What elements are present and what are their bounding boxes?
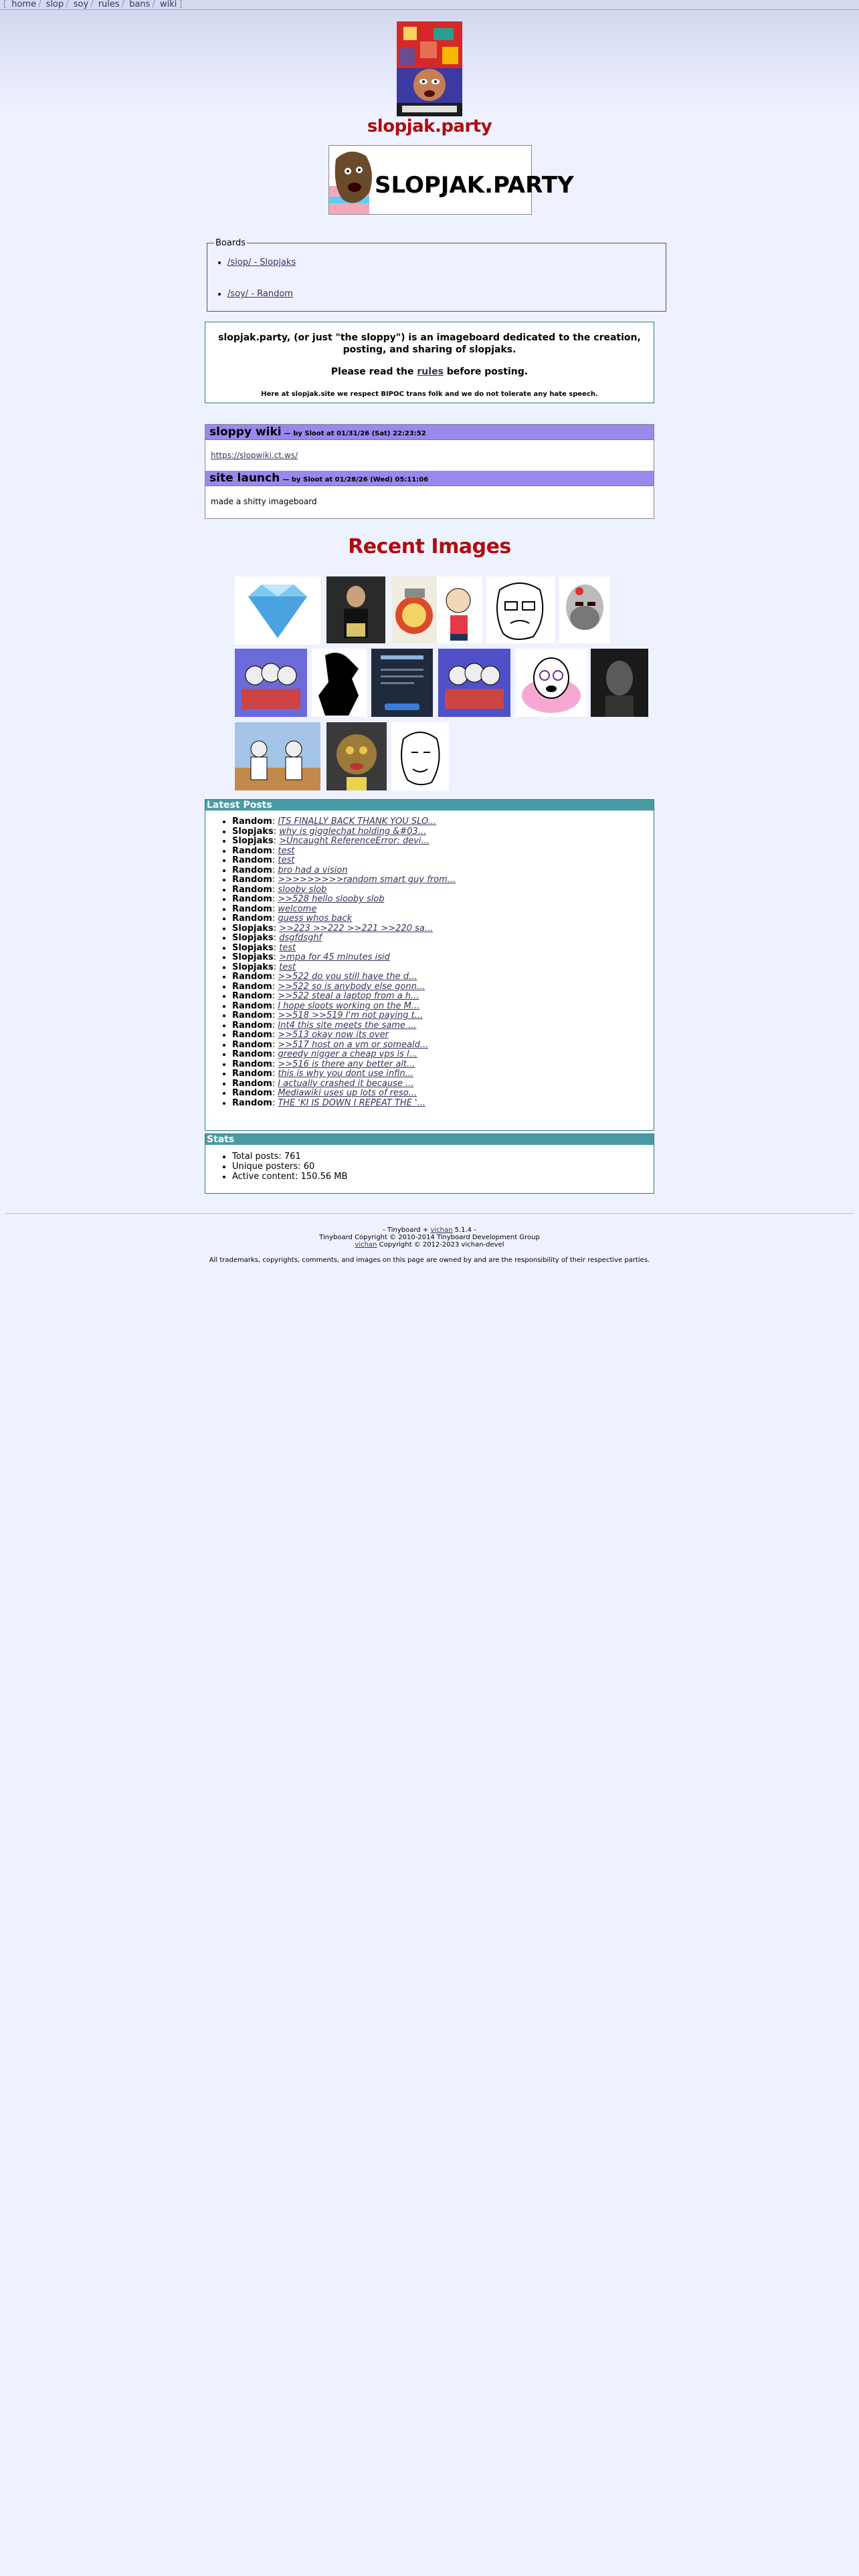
latest-post-board: Random xyxy=(232,1059,272,1069)
site-banner[interactable] xyxy=(328,145,574,215)
latest-post-link[interactable]: THE 'KI IS DOWN I REPEAT THE '... xyxy=(278,1097,425,1108)
latest-post-board: Random xyxy=(232,914,272,924)
latest-posts-section xyxy=(205,799,654,1131)
latest-post-link[interactable]: dsgfdsghf xyxy=(279,933,322,943)
latest-post-item: • Slopjaks: test xyxy=(232,963,654,973)
latest-post-board: Random xyxy=(232,875,272,885)
recent-image-wojak-comic[interactable] xyxy=(391,576,482,643)
news-header xyxy=(205,471,654,486)
latest-post-item: • Random: guess whos back xyxy=(232,914,654,924)
latest-post-link[interactable]: bro had a vision xyxy=(278,865,348,875)
recent-image-phone-screenshot[interactable] xyxy=(371,649,433,717)
recent-images-title: Recent Images xyxy=(348,535,511,558)
latest-post-board: Random xyxy=(232,1000,272,1011)
boards-fieldset xyxy=(207,238,666,312)
latest-post-item: • Random: >>528 hello slooby slob xyxy=(232,895,654,905)
latest-post-board: Slopjaks xyxy=(232,933,274,943)
latest-post-item: • Slopjaks: dsgfdsghf xyxy=(232,934,654,944)
latest-post-board: Random xyxy=(232,1097,272,1108)
latest-post-link[interactable]: >>522 steal a laptop from a h... xyxy=(278,991,419,1001)
stats-heading: Stats xyxy=(205,1134,654,1145)
intro-box xyxy=(205,322,654,403)
latest-post-item: • Random: >>518 >>519 I'm not paying t... xyxy=(232,1011,654,1021)
latest-post-item: • Random: Mediawiki uses up lots of reso... xyxy=(232,1089,654,1099)
latest-post-link[interactable]: I hope sloots working on the M... xyxy=(278,1000,420,1011)
latest-post-board: Random xyxy=(232,1078,272,1089)
latest-post-item: • Random: Int4 this site meets the same ... xyxy=(232,1021,654,1031)
banner-text: SLOPJAK.PARTY xyxy=(375,172,574,199)
intro-notice: Here at slopjak.site we respect BIPOC trans folk and we do not tolerate any hate speech. xyxy=(261,391,598,398)
latest-post-board: Random xyxy=(232,1088,272,1098)
latest-post-item: • Random: welcome xyxy=(232,905,654,915)
latest-post-item: • Random: >>>>>>>>>random smart guy from... xyxy=(232,875,654,885)
latest-post-item: • Random: ITS FINALLY BACK THANK YOU SLO... xyxy=(232,817,654,827)
board-link-soy[interactable]: /soy/ - Random xyxy=(227,289,293,299)
latest-post-item: • Random: >>522 steal a laptop from a h... xyxy=(232,992,654,1002)
latest-post-board: Random xyxy=(232,855,272,865)
intro-rules-pre: Please read the xyxy=(330,366,417,377)
recent-image-black-silhouette[interactable] xyxy=(312,649,367,717)
latest-post-item: • Random: >>522 do you still have the d... xyxy=(232,972,654,982)
nav-rules-link[interactable]: rules xyxy=(98,0,120,9)
latest-post-link[interactable]: Int4 this site meets the same ... xyxy=(278,1020,417,1031)
latest-post-link[interactable]: >>223 >>222 >>221 >>220 sa... xyxy=(279,923,434,934)
latest-post-link[interactable]: slooby slob xyxy=(278,884,327,895)
latest-post-board: Random xyxy=(232,1030,272,1040)
latest-post-board: Slopjaks xyxy=(232,952,274,962)
footer-vichan-link[interactable]: vichan xyxy=(430,1226,453,1234)
latest-post-link[interactable]: test xyxy=(279,962,296,972)
latest-post-board: Random xyxy=(232,1049,272,1059)
footer-version-pre: - Tinyboard + xyxy=(383,1226,431,1234)
intro-rules-line xyxy=(205,366,654,377)
recent-image-yellow-face[interactable] xyxy=(326,722,387,790)
nav-bans-link[interactable]: bans xyxy=(129,0,151,9)
latest-post-link[interactable]: >>528 hello slooby slob xyxy=(278,894,385,904)
latest-post-item: • Slopjaks: >mpa for 45 minutes isid xyxy=(232,953,654,963)
latest-post-board: Random xyxy=(232,817,272,827)
nav-wiki-link[interactable]: wiki xyxy=(159,0,177,9)
top-nav-bar: [ home / slop / soy / rules / bans / wiki ] xyxy=(0,0,859,10)
latest-post-board: Random xyxy=(232,894,272,904)
latest-post-board: Random xyxy=(232,981,272,992)
latest-post-item: • Random: >>517 host on a vm or someald... xyxy=(232,1041,654,1051)
latest-post-board: Random xyxy=(232,1039,272,1050)
latest-post-board: Slopjaks xyxy=(232,836,274,846)
latest-post-board: Slopjaks xyxy=(232,826,274,837)
boards-legend: Boards xyxy=(215,238,246,248)
latest-post-item: • Random: >>513 okay now its over xyxy=(232,1031,654,1041)
latest-post-item: • Random: I actually crashed it because ... xyxy=(232,1079,654,1089)
stat-active-content: • Active content: 150.56 MB xyxy=(232,1172,654,1182)
latest-post-board: Random xyxy=(232,972,272,982)
latest-post-item: • Slopjaks: test xyxy=(232,944,654,954)
latest-post-link[interactable]: >>517 host on a vm or someald... xyxy=(278,1039,429,1050)
footer-copyright-tinyboard: Tinyboard Copyright © 2010-2014 Tinyboard Development Group xyxy=(319,1234,540,1241)
news-title: sloppy wiki xyxy=(209,425,282,439)
recent-image-pink-wojak[interactable] xyxy=(515,649,587,717)
recent-image-dark-figure[interactable] xyxy=(326,576,385,643)
latest-post-item: • Random: >>516 is there any better alt... xyxy=(232,1060,654,1070)
news-byline: — by Sloot at 01/28/26 (Wed) 05:11:06 xyxy=(282,476,429,484)
latest-post-link[interactable]: >>>>>>>>>random smart guy from... xyxy=(278,875,456,885)
footer-copyright-vichan-text: Copyright © 2012-2023 vichan-devel xyxy=(377,1241,504,1249)
recent-image-bald-man[interactable] xyxy=(559,576,610,643)
footer xyxy=(0,1226,859,1264)
news-title: site launch xyxy=(209,471,280,485)
news-box xyxy=(205,424,654,519)
latest-post-item: • Random: slooby slob xyxy=(232,885,654,895)
latest-post-link[interactable]: why is gigglechat holding &#03... xyxy=(279,826,427,837)
latest-post-item: • Slopjaks: >>223 >>222 >>221 >>220 sa... xyxy=(232,924,654,934)
latest-post-link[interactable]: ITS FINALLY BACK THANK YOU SLO... xyxy=(278,817,437,827)
recent-image-glasses-wojak[interactable] xyxy=(486,576,555,643)
latest-post-item: • Slopjaks: >Uncaught ReferenceError: devi... xyxy=(232,837,654,847)
intro-rules-post: before posting. xyxy=(443,366,529,377)
nav-home-link[interactable]: home xyxy=(11,0,37,9)
latest-post-link[interactable]: greedy nigger a cheap vps is l... xyxy=(278,1049,418,1059)
latest-post-board: Random xyxy=(232,1020,272,1031)
stat-unique-posters: • Unique posters: 60 xyxy=(232,1162,654,1172)
latest-post-link[interactable]: guess whos back xyxy=(278,914,353,924)
board-link-slop[interactable]: /slop/ - Slopjaks xyxy=(227,257,296,267)
latest-post-link[interactable]: >>518 >>519 I'm not paying t... xyxy=(278,1010,423,1021)
latest-post-board: Random xyxy=(232,1069,272,1079)
site-title: slopjak.party xyxy=(367,116,492,136)
boards-list xyxy=(227,257,659,299)
stats-section xyxy=(205,1134,654,1194)
intro-description: slopjak.party, (or just "the sloppy") is an imageboard dedicated to the creation, posting, and sharing of slopjaks. xyxy=(218,332,641,355)
latest-post-item: • Slopjaks: why is gigglechat holding &#03... xyxy=(232,827,654,837)
nav-slop-link[interactable]: slop xyxy=(45,0,64,9)
recent-image-scientists[interactable] xyxy=(235,722,320,790)
recent-image-diamond[interactable] xyxy=(235,576,320,645)
news-body xyxy=(205,440,654,471)
latest-post-board: Slopjaks xyxy=(232,962,274,972)
latest-post-board: Slopjaks xyxy=(232,942,274,953)
latest-post-link[interactable]: Mediawiki uses up lots of reso... xyxy=(278,1088,417,1098)
latest-post-item: • Random: this is why you dont use infin... xyxy=(232,1069,654,1079)
latest-post-link[interactable]: >Uncaught ReferenceError: devi... xyxy=(279,836,430,846)
latest-post-link[interactable]: >>513 okay now its over xyxy=(278,1030,389,1040)
latest-post-board: Random xyxy=(232,1010,272,1021)
latest-posts-heading: Latest Posts xyxy=(205,800,654,811)
footer-disclaimer: All trademarks, copyrights, comments, and images on this page are owned by and are the responsibility of their respective parties. xyxy=(209,1257,650,1264)
board-item xyxy=(227,289,659,299)
latest-post-link[interactable]: test xyxy=(279,942,296,953)
latest-post-link[interactable]: >>522 do you still have the d... xyxy=(278,972,417,982)
board-item xyxy=(227,257,659,267)
rules-link[interactable]: rules xyxy=(417,366,444,377)
latest-post-link[interactable]: >>516 is there any better alt... xyxy=(278,1059,415,1069)
latest-post-link[interactable]: >mpa for 45 minutes isid xyxy=(279,952,390,962)
recent-image-soyjak-group[interactable] xyxy=(235,649,307,717)
latest-post-item: • Random: test xyxy=(232,856,654,866)
news-body: made a shitty imageboard xyxy=(211,497,317,506)
latest-post-item: • Random: I hope sloots working on the M... xyxy=(232,1002,654,1012)
footer-version-post: 5.1.4 - xyxy=(452,1226,476,1234)
stats-list xyxy=(232,1152,654,1182)
news-header xyxy=(205,425,654,440)
latest-post-board: Random xyxy=(232,865,272,875)
latest-post-item: • Random: test xyxy=(232,847,654,857)
stat-total-posts: • Total posts: 761 xyxy=(232,1152,654,1162)
footer-vichan-link-2[interactable]: vichan xyxy=(355,1241,377,1249)
latest-post-board: Slopjaks xyxy=(232,923,274,934)
latest-posts-list xyxy=(232,817,654,1108)
footer-divider xyxy=(5,1213,854,1214)
latest-post-item: • Random: >>522 so is anybody else gonn... xyxy=(232,982,654,992)
footer-copyright-vichan xyxy=(0,1241,859,1249)
latest-post-item: • Random: bro had a vision xyxy=(232,866,654,876)
latest-post-board: Random xyxy=(232,884,272,895)
nav-soy-link[interactable]: soy xyxy=(73,0,89,9)
recent-image-dark-portrait[interactable] xyxy=(591,649,648,717)
latest-post-item: • Random: greedy nigger a cheap vps is l... xyxy=(232,1050,654,1060)
footer-version xyxy=(0,1226,859,1234)
latest-post-board: Random xyxy=(232,903,272,914)
latest-post-link[interactable]: test xyxy=(278,845,295,856)
latest-post-board: Random xyxy=(232,991,272,1001)
latest-post-link[interactable]: welcome xyxy=(278,903,317,914)
latest-post-board: Random xyxy=(232,845,272,856)
recent-image-wojak-sketch[interactable] xyxy=(391,722,449,790)
news-wiki-link[interactable]: https://slopwiki.ct.ws/ xyxy=(211,451,298,460)
latest-post-link[interactable]: >>522 so is anybody else gonn... xyxy=(278,981,425,992)
latest-post-item: • Random: THE 'KI IS DOWN I REPEAT THE '... xyxy=(232,1099,654,1109)
latest-post-link[interactable]: this is why you dont use infin... xyxy=(278,1069,414,1079)
latest-post-link[interactable]: test xyxy=(278,855,295,865)
recent-image-soyjak-group-2[interactable] xyxy=(438,649,510,717)
site-logo-image xyxy=(397,21,462,116)
news-byline: — by Sloot at 01/31/26 (Sat) 22:23:52 xyxy=(284,430,426,437)
latest-post-link[interactable]: I actually crashed it because ... xyxy=(278,1078,414,1089)
